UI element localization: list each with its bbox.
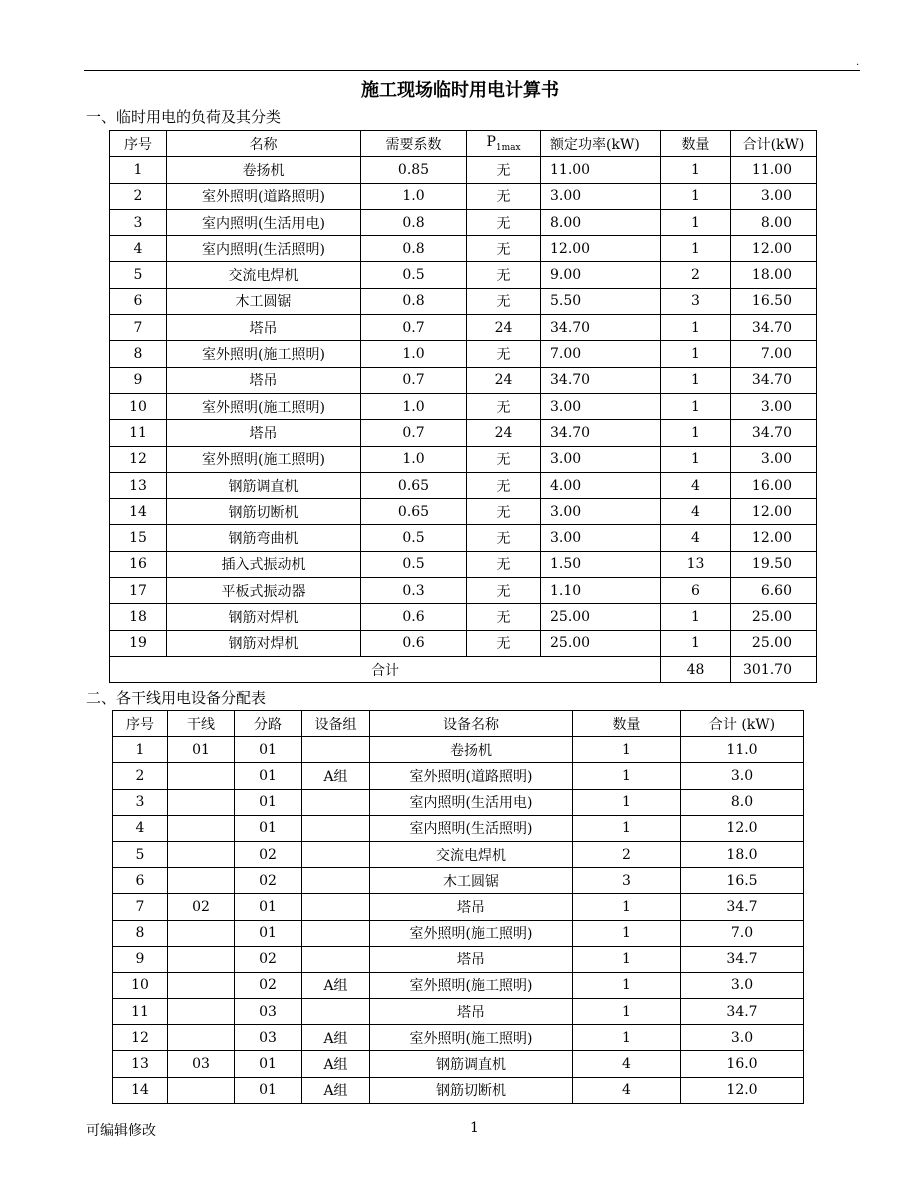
cell-name: 钢筋对焊机	[167, 630, 361, 656]
cell-p1max: 无	[467, 236, 541, 262]
cell-qty: 4	[573, 1077, 681, 1103]
cell-qty: 1	[661, 236, 731, 262]
cell-coef: 0.7	[361, 315, 467, 341]
cell-no: 7	[113, 894, 168, 920]
cell-group: A组	[302, 763, 370, 789]
table-row	[110, 420, 817, 446]
table-row	[110, 578, 817, 604]
cell-no: 5	[113, 841, 168, 867]
table-row	[110, 525, 817, 551]
cell-rated: 3.00	[541, 525, 661, 551]
distribution-table-header	[113, 711, 804, 737]
cell-total: 34.70	[731, 367, 817, 393]
cell-name: 钢筋调直机	[167, 472, 361, 498]
col-trunk: 干线	[168, 711, 235, 737]
col-device: 设备名称	[370, 711, 573, 737]
cell-p1max: 无	[467, 183, 541, 209]
cell-coef: 0.6	[361, 604, 467, 630]
cell-coef: 0.8	[361, 288, 467, 314]
cell-coef: 0.5	[361, 525, 467, 551]
cell-device: 塔吊	[370, 946, 573, 972]
cell-name: 室外照明(施工照明)	[167, 446, 361, 472]
cell-device: 塔吊	[370, 999, 573, 1025]
cell-total: 16.0	[681, 1051, 804, 1077]
cell-coef: 0.65	[361, 472, 467, 498]
table-row	[113, 763, 804, 789]
cell-device: 交流电焊机	[370, 841, 573, 867]
cell-name: 木工圆锯	[167, 288, 361, 314]
table-row	[110, 262, 817, 288]
cell-coef: 1.0	[361, 183, 467, 209]
sum-total: 301.70	[731, 656, 817, 682]
cell-p1max: 无	[467, 499, 541, 525]
cell-no: 4	[113, 815, 168, 841]
cell-trunk	[168, 1077, 235, 1103]
cell-p1max: 无	[467, 525, 541, 551]
cell-name: 平板式振动器	[167, 578, 361, 604]
cell-p1max: 24	[467, 420, 541, 446]
cell-branch: 01	[235, 920, 302, 946]
cell-qty: 1	[661, 341, 731, 367]
cell-qty: 6	[661, 578, 731, 604]
cell-no: 6	[110, 288, 167, 314]
cell-total: 12.00	[731, 525, 817, 551]
cell-total: 7.00	[731, 341, 817, 367]
cell-qty: 1	[573, 1025, 681, 1051]
cell-qty: 1	[573, 789, 681, 815]
cell-no: 14	[113, 1077, 168, 1103]
cell-p1max: 无	[467, 551, 541, 577]
cell-qty: 1	[661, 157, 731, 183]
cell-total: 11.0	[681, 737, 804, 763]
cell-total: 12.0	[681, 815, 804, 841]
col-p1max	[467, 131, 541, 157]
cell-trunk	[168, 815, 235, 841]
cell-no: 3	[110, 209, 167, 235]
cell-name: 插入式振动机	[167, 551, 361, 577]
cell-qty: 4	[573, 1051, 681, 1077]
cell-qty: 1	[573, 894, 681, 920]
cell-coef: 1.0	[361, 341, 467, 367]
cell-coef: 0.6	[361, 630, 467, 656]
cell-qty: 2	[573, 841, 681, 867]
cell-qty: 1	[661, 630, 731, 656]
cell-device: 室外照明(道路照明)	[370, 763, 573, 789]
cell-p1max: 24	[467, 315, 541, 341]
cell-qty: 1	[573, 972, 681, 998]
cell-qty: 4	[661, 525, 731, 551]
cell-qty: 2	[661, 262, 731, 288]
cell-qty: 1	[573, 737, 681, 763]
cell-total: 3.00	[731, 183, 817, 209]
cell-total: 18.00	[731, 262, 817, 288]
cell-p1max: 无	[467, 157, 541, 183]
col-name: 名称	[167, 131, 361, 157]
cell-branch: 02	[235, 972, 302, 998]
cell-device: 木工圆锯	[370, 868, 573, 894]
cell-total: 3.0	[681, 1025, 804, 1051]
cell-branch: 01	[235, 763, 302, 789]
footer-note: 可编辑修改	[86, 1123, 156, 1139]
cell-qty: 1	[661, 209, 731, 235]
table-row	[113, 999, 804, 1025]
table-row	[110, 393, 817, 419]
cell-no: 15	[110, 525, 167, 551]
cell-total: 11.00	[731, 157, 817, 183]
cell-p1max: 无	[467, 288, 541, 314]
cell-no: 14	[110, 499, 167, 525]
cell-no: 8	[110, 341, 167, 367]
cell-branch: 01	[235, 737, 302, 763]
cell-rated: 1.10	[541, 578, 661, 604]
col-qty: 数量	[661, 131, 731, 157]
cell-name: 室外照明(施工照明)	[167, 341, 361, 367]
cell-device: 室外照明(施工照明)	[370, 1025, 573, 1051]
cell-total: 34.7	[681, 894, 804, 920]
cell-p1max: 无	[467, 630, 541, 656]
cell-total: 16.00	[731, 472, 817, 498]
cell-branch: 03	[235, 1025, 302, 1051]
cell-group: A组	[302, 1025, 370, 1051]
cell-name: 交流电焊机	[167, 262, 361, 288]
sum-row	[110, 656, 817, 682]
cell-p1max: 无	[467, 393, 541, 419]
cell-qty: 1	[661, 604, 731, 630]
cell-trunk	[168, 763, 235, 789]
cell-no: 18	[110, 604, 167, 630]
table-row	[113, 894, 804, 920]
cell-coef: 0.8	[361, 236, 467, 262]
section1-heading: 一、临时用电的负荷及其分类	[86, 108, 282, 126]
cell-branch: 02	[235, 841, 302, 867]
cell-device: 钢筋调直机	[370, 1051, 573, 1077]
cell-group: A组	[302, 1077, 370, 1103]
cell-name: 卷扬机	[167, 157, 361, 183]
table-row	[110, 551, 817, 577]
cell-no: 10	[110, 393, 167, 419]
cell-total: 16.5	[681, 868, 804, 894]
header-mark: .	[856, 57, 860, 68]
cell-total: 34.7	[681, 946, 804, 972]
cell-no: 1	[110, 157, 167, 183]
col-total: 合计(kW)	[731, 131, 817, 157]
col-group: 设备组	[302, 711, 370, 737]
col-qty: 数量	[573, 711, 681, 737]
cell-qty: 1	[661, 367, 731, 393]
cell-total: 3.0	[681, 972, 804, 998]
col-branch: 分路	[235, 711, 302, 737]
cell-group	[302, 946, 370, 972]
cell-group	[302, 815, 370, 841]
cell-rated: 7.00	[541, 341, 661, 367]
cell-total: 19.50	[731, 551, 817, 577]
header-rule	[84, 70, 860, 71]
cell-name: 室内照明(生活用电)	[167, 209, 361, 235]
cell-p1max: 无	[467, 262, 541, 288]
cell-total: 25.00	[731, 630, 817, 656]
cell-coef: 0.85	[361, 157, 467, 183]
cell-no: 4	[110, 236, 167, 262]
cell-no: 5	[110, 262, 167, 288]
cell-p1max: 无	[467, 209, 541, 235]
table-row	[113, 1025, 804, 1051]
cell-coef: 0.5	[361, 262, 467, 288]
cell-name: 塔吊	[167, 420, 361, 446]
cell-rated: 25.00	[541, 630, 661, 656]
cell-qty: 1	[661, 393, 731, 419]
cell-total: 16.50	[731, 288, 817, 314]
cell-qty: 1	[573, 999, 681, 1025]
cell-qty: 13	[661, 551, 731, 577]
cell-no: 9	[110, 367, 167, 393]
sum-qty: 48	[661, 656, 731, 682]
table-row	[110, 157, 817, 183]
table-row	[110, 315, 817, 341]
table-row	[110, 446, 817, 472]
cell-qty: 3	[661, 288, 731, 314]
cell-branch: 01	[235, 815, 302, 841]
table-row	[113, 815, 804, 841]
col-coef: 需要系数	[361, 131, 467, 157]
table-row	[113, 1051, 804, 1077]
cell-coef: 0.3	[361, 578, 467, 604]
cell-rated: 34.70	[541, 420, 661, 446]
cell-group	[302, 737, 370, 763]
cell-no: 11	[110, 420, 167, 446]
cell-no: 1	[113, 737, 168, 763]
cell-device: 室内照明(生活用电)	[370, 789, 573, 815]
cell-total: 8.00	[731, 209, 817, 235]
cell-rated: 8.00	[541, 209, 661, 235]
cell-qty: 1	[661, 420, 731, 446]
cell-rated: 34.70	[541, 315, 661, 341]
cell-branch: 01	[235, 789, 302, 815]
cell-total: 3.0	[681, 763, 804, 789]
cell-trunk	[168, 789, 235, 815]
cell-trunk	[168, 1025, 235, 1051]
table-row	[110, 236, 817, 262]
table-row	[110, 209, 817, 235]
cell-qty: 1	[573, 763, 681, 789]
cell-trunk: 03	[168, 1051, 235, 1077]
cell-no: 17	[110, 578, 167, 604]
cell-group: A组	[302, 972, 370, 998]
load-table	[109, 130, 817, 683]
cell-trunk: 02	[168, 894, 235, 920]
table-row	[110, 288, 817, 314]
cell-branch: 02	[235, 868, 302, 894]
cell-group	[302, 920, 370, 946]
cell-trunk	[168, 999, 235, 1025]
cell-total: 3.00	[731, 393, 817, 419]
cell-branch: 01	[235, 1077, 302, 1103]
cell-no: 12	[113, 1025, 168, 1051]
cell-no: 13	[113, 1051, 168, 1077]
table-row	[110, 367, 817, 393]
cell-coef: 0.5	[361, 551, 467, 577]
col-rated: 额定功率(kW)	[541, 131, 661, 157]
cell-trunk	[168, 920, 235, 946]
page-number: 1	[470, 1120, 479, 1136]
cell-trunk	[168, 841, 235, 867]
cell-name: 钢筋弯曲机	[167, 525, 361, 551]
cell-trunk	[168, 946, 235, 972]
cell-rated: 3.00	[541, 393, 661, 419]
cell-coef: 0.7	[361, 367, 467, 393]
cell-p1max: 无	[467, 604, 541, 630]
table-row	[110, 341, 817, 367]
cell-coef: 0.8	[361, 209, 467, 235]
cell-branch: 01	[235, 1051, 302, 1077]
cell-coef: 0.65	[361, 499, 467, 525]
cell-no: 8	[113, 920, 168, 946]
cell-no: 16	[110, 551, 167, 577]
cell-total: 18.0	[681, 841, 804, 867]
cell-rated: 4.00	[541, 472, 661, 498]
cell-name: 钢筋对焊机	[167, 604, 361, 630]
cell-qty: 1	[661, 446, 731, 472]
cell-qty: 4	[661, 472, 731, 498]
cell-p1max: 无	[467, 578, 541, 604]
section2-heading: 二、各干线用电设备分配表	[86, 689, 267, 707]
cell-name: 塔吊	[167, 315, 361, 341]
cell-total: 12.0	[681, 1077, 804, 1103]
cell-rated: 3.00	[541, 499, 661, 525]
cell-no: 7	[110, 315, 167, 341]
table-row	[110, 630, 817, 656]
cell-total: 12.00	[731, 499, 817, 525]
table-row	[113, 920, 804, 946]
cell-no: 2	[110, 183, 167, 209]
col-p1max-main: P	[486, 134, 496, 151]
cell-qty: 4	[661, 499, 731, 525]
table-row	[110, 472, 817, 498]
cell-total: 34.7	[681, 999, 804, 1025]
cell-total: 8.0	[681, 789, 804, 815]
cell-total: 25.00	[731, 604, 817, 630]
distribution-table	[112, 710, 804, 1104]
table-row	[113, 841, 804, 867]
table-row	[113, 868, 804, 894]
cell-name: 室外照明(施工照明)	[167, 393, 361, 419]
cell-coef: 1.0	[361, 393, 467, 419]
sum-label: 合计	[110, 656, 661, 682]
cell-group	[302, 789, 370, 815]
cell-name: 塔吊	[167, 367, 361, 393]
cell-no: 12	[110, 446, 167, 472]
table-row	[113, 972, 804, 998]
cell-trunk: 01	[168, 737, 235, 763]
cell-device: 卷扬机	[370, 737, 573, 763]
cell-device: 室外照明(施工照明)	[370, 972, 573, 998]
col-total: 合计 (kW)	[681, 711, 804, 737]
cell-qty: 1	[573, 946, 681, 972]
cell-qty: 1	[573, 815, 681, 841]
cell-no: 19	[110, 630, 167, 656]
cell-p1max: 无	[467, 446, 541, 472]
cell-group	[302, 999, 370, 1025]
cell-rated: 5.50	[541, 288, 661, 314]
cell-rated: 1.50	[541, 551, 661, 577]
cell-trunk	[168, 972, 235, 998]
cell-device: 室外照明(施工照明)	[370, 920, 573, 946]
cell-total: 6.60	[731, 578, 817, 604]
cell-qty: 1	[661, 183, 731, 209]
cell-branch: 02	[235, 946, 302, 972]
cell-device: 室内照明(生活照明)	[370, 815, 573, 841]
cell-rated: 25.00	[541, 604, 661, 630]
table-row	[113, 789, 804, 815]
table-row	[113, 1077, 804, 1103]
cell-rated: 11.00	[541, 157, 661, 183]
cell-rated: 3.00	[541, 183, 661, 209]
col-no: 序号	[113, 711, 168, 737]
cell-qty: 1	[573, 920, 681, 946]
cell-name: 室外照明(道路照明)	[167, 183, 361, 209]
cell-qty: 3	[573, 868, 681, 894]
cell-total: 3.00	[731, 446, 817, 472]
cell-no: 9	[113, 946, 168, 972]
load-table-header	[110, 131, 817, 157]
cell-no: 13	[110, 472, 167, 498]
table-row	[110, 499, 817, 525]
cell-qty: 1	[661, 315, 731, 341]
cell-group: A组	[302, 1051, 370, 1077]
cell-no: 2	[113, 763, 168, 789]
cell-branch: 03	[235, 999, 302, 1025]
cell-coef: 0.7	[361, 420, 467, 446]
cell-coef: 1.0	[361, 446, 467, 472]
document-title: 施工现场临时用电计算书	[361, 80, 559, 101]
col-no: 序号	[110, 131, 167, 157]
cell-rated: 34.70	[541, 367, 661, 393]
table-row	[113, 946, 804, 972]
cell-no: 6	[113, 868, 168, 894]
cell-group	[302, 894, 370, 920]
cell-name: 钢筋切断机	[167, 499, 361, 525]
cell-rated: 9.00	[541, 262, 661, 288]
cell-group	[302, 868, 370, 894]
cell-total: 7.0	[681, 920, 804, 946]
cell-p1max: 无	[467, 472, 541, 498]
table-row	[110, 183, 817, 209]
cell-group	[302, 841, 370, 867]
cell-device: 塔吊	[370, 894, 573, 920]
cell-p1max: 24	[467, 367, 541, 393]
cell-no: 3	[113, 789, 168, 815]
cell-trunk	[168, 868, 235, 894]
cell-no: 11	[113, 999, 168, 1025]
cell-total: 12.00	[731, 236, 817, 262]
cell-rated: 12.00	[541, 236, 661, 262]
cell-p1max: 无	[467, 341, 541, 367]
cell-no: 10	[113, 972, 168, 998]
cell-total: 34.70	[731, 420, 817, 446]
cell-device: 钢筋切断机	[370, 1077, 573, 1103]
cell-rated: 3.00	[541, 446, 661, 472]
cell-branch: 01	[235, 894, 302, 920]
table-row	[113, 737, 804, 763]
cell-name: 室内照明(生活照明)	[167, 236, 361, 262]
col-p1max-sub: 1max	[495, 143, 521, 154]
table-row	[110, 604, 817, 630]
cell-total: 34.70	[731, 315, 817, 341]
